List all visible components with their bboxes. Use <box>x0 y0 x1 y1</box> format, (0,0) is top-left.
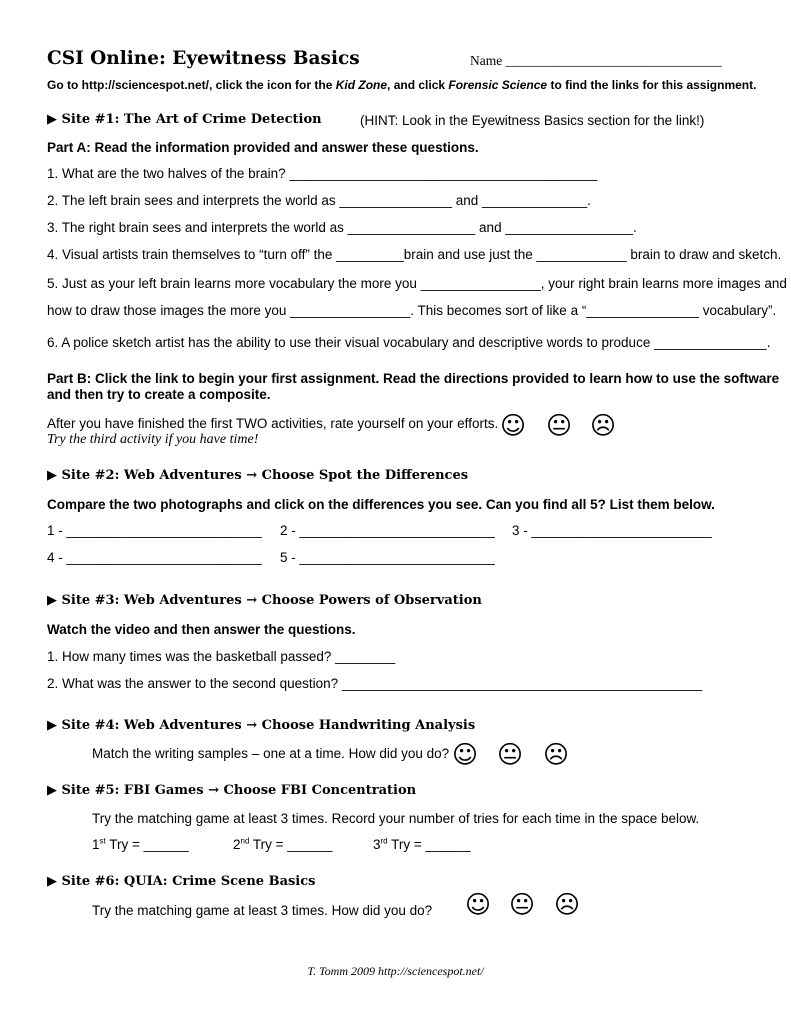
difference-blank-1[interactable]: 1 - __________________________ <box>47 523 262 538</box>
page-title: CSI Online: Eyewitness Basics <box>47 48 360 69</box>
site2-instructions: Compare the two photographs and click on the differences you see. Can you find all 5? List them below. <box>47 497 715 512</box>
try-2-number: 2 <box>233 837 241 852</box>
footer: T. Tomm 2009 http://sciencespot.net/ <box>307 964 484 978</box>
site1-question-2[interactable]: 2. The left brain sees and interprets the world as _______________ and ______________. <box>47 193 591 208</box>
site2-heading: ▶ Site #2: Web Adventures → Choose Spot the Differences <box>47 468 469 483</box>
site1-question-4[interactable]: 4. Visual artists train themselves to “turn off” the _________brain and use just the ____________ brain to draw and sketch. <box>47 247 782 262</box>
site1-question-6[interactable]: 6. A police sketch artist has the ability to use their visual vocabulary and descriptive words to produce _______________. <box>47 335 771 350</box>
site3-question-1[interactable]: 1. How many times was the basketball passed? ________ <box>47 649 396 664</box>
site3-heading: ▶ Site #3: Web Adventures → Choose Powers of Observation <box>47 593 482 608</box>
try-1-rest: Try = ______ <box>105 837 189 852</box>
try-1-number: 1 <box>92 837 100 852</box>
site6-prompt: Try the matching game at least 3 times. How did you do? <box>92 903 433 918</box>
smile-face-icon[interactable]: ☺ <box>465 890 492 919</box>
intro-part2: , and click <box>387 78 449 92</box>
try-2-rest: Try = ______ <box>249 837 333 852</box>
frown-face-icon[interactable]: ☹ <box>590 411 617 440</box>
try-3-field[interactable] <box>373 837 471 852</box>
site6-heading: ▶ Site #6: QUIA: Crime Scene Basics <box>47 874 316 889</box>
site1-heading: ▶ Site #1: The Art of Crime Detection <box>47 112 322 127</box>
difference-blank-4[interactable]: 4 - __________________________ <box>47 550 262 565</box>
difference-blank-2[interactable]: 2 - __________________________ <box>280 523 495 538</box>
try-3-rest: Try = ______ <box>387 837 471 852</box>
try-2-field[interactable] <box>233 837 332 852</box>
neutral-face-icon[interactable]: 😐 <box>497 740 524 769</box>
neutral-face-icon[interactable]: 😐 <box>546 411 573 440</box>
site1-question-1[interactable]: 1. What are the two halves of the brain? _________________________________________ <box>47 166 598 181</box>
try-3-suffix: rd <box>380 836 388 846</box>
intro-part3: to find the links for this assignment. <box>547 78 757 92</box>
site4-heading: ▶ Site #4: Web Adventures → Choose Handwriting Analysis <box>47 718 476 733</box>
difference-blank-3[interactable]: 3 - ________________________ <box>512 523 712 538</box>
smile-face-icon[interactable]: ☺ <box>500 411 527 440</box>
forensic-science-text: Forensic Science <box>448 78 548 92</box>
intro-part1: Go to http://sciencespot.net/, click the icon for the <box>47 78 336 92</box>
site1-question-3[interactable]: 3. The right brain sees and interprets the world as _________________ and _________________. <box>47 220 637 235</box>
site1-part-b-line2: and then try to create a composite. <box>47 387 271 402</box>
smile-face-icon[interactable]: ☺ <box>452 740 479 769</box>
site5-instructions: Try the matching game at least 3 times. Record your number of tries for each time in the space below. <box>92 811 700 826</box>
site1-part-a: Part A: Read the information provided and answer these questions. <box>47 140 479 155</box>
site1-third-activity: Try the third activity if you have time! <box>47 432 259 447</box>
frown-face-icon[interactable]: ☹ <box>554 890 581 919</box>
site1-hint: (HINT: Look in the Eyewitness Basics section for the link!) <box>360 113 705 128</box>
site5-heading: ▶ Site #5: FBI Games → Choose FBI Concentration <box>47 783 417 798</box>
try-1-suffix: st <box>99 836 106 846</box>
site1-part-b-line1: Part B: Click the link to begin your first assignment. Read the directions provided to learn how to use the software <box>47 371 780 386</box>
site1-question-5b[interactable]: how to draw those images the more you ________________. This becomes sort of like a “_______________ vocabulary”. <box>47 303 777 318</box>
site1-question-5a[interactable]: 5. Just as your left brain learns more vocabulary the more you ________________, your right brain learns more images and <box>47 276 787 291</box>
difference-blank-5[interactable]: 5 - __________________________ <box>280 550 495 565</box>
site3-question-2[interactable]: 2. What was the answer to the second question? ________________________________________________ <box>47 676 703 691</box>
try-3-number: 3 <box>373 837 381 852</box>
site4-prompt: Match the writing samples – one at a time. How did you do? <box>92 746 450 761</box>
name-field[interactable]: Name ________________________________ <box>470 53 722 68</box>
try-1-field[interactable] <box>92 837 189 852</box>
site1-rate-text: After you have finished the first TWO activities, rate yourself on your efforts. <box>47 416 499 431</box>
frown-face-icon[interactable]: ☹ <box>543 740 570 769</box>
try-2-suffix: nd <box>240 836 250 846</box>
kid-zone-text: Kid Zone <box>335 78 388 92</box>
site3-instructions: Watch the video and then answer the questions. <box>47 622 356 637</box>
intro-line <box>47 78 756 92</box>
neutral-face-icon[interactable]: 😐 <box>509 890 536 919</box>
